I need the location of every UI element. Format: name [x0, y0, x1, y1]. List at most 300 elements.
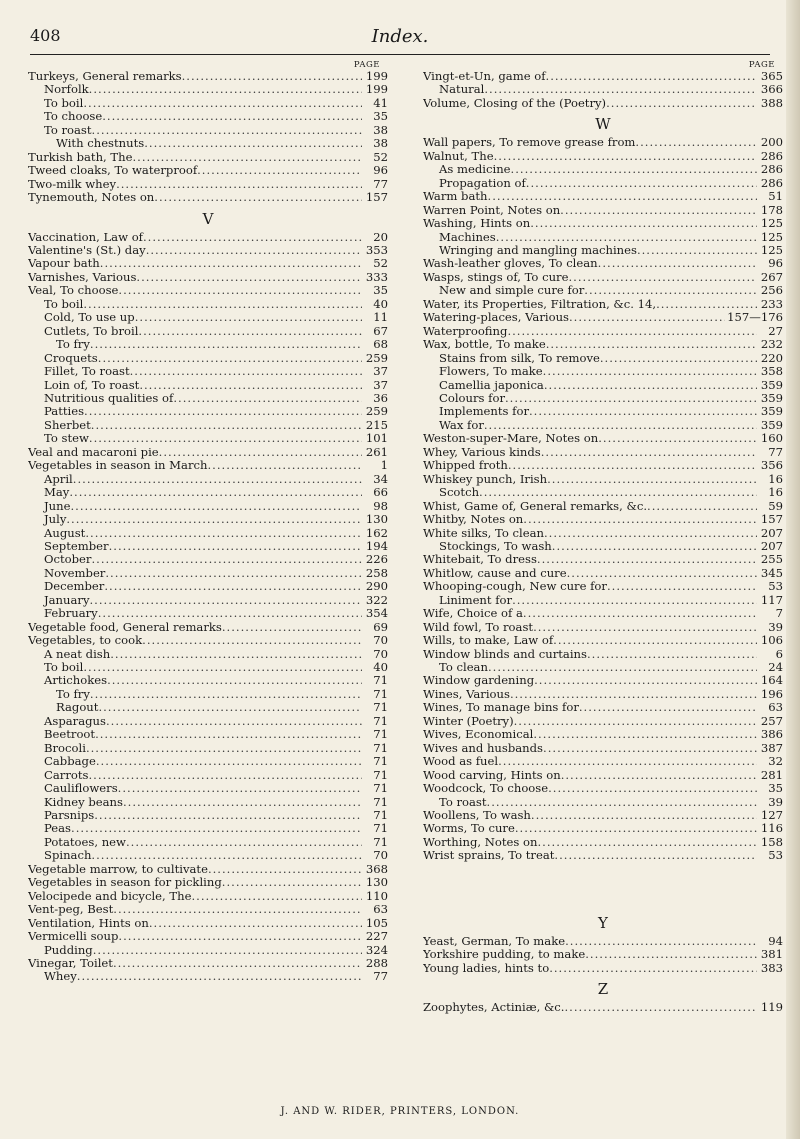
entry-page: 53: [768, 580, 783, 594]
leader-dots: [70, 500, 362, 513]
index-entry: [28, 769, 388, 782]
index-entry: [423, 962, 783, 975]
index-entry: [28, 459, 388, 472]
entry-title: Winter (Poetry): [423, 714, 514, 728]
leader-dots: [83, 298, 362, 311]
leader-dots: [154, 191, 362, 204]
entry-title: A neat dish: [44, 647, 111, 661]
index-entry: [28, 782, 388, 795]
index-column-left: [28, 60, 388, 984]
index-entry: [28, 930, 388, 943]
leader-dots: [523, 513, 757, 526]
leader-dots: [598, 432, 757, 445]
entry-page: 125: [760, 217, 783, 231]
index-entry: [423, 527, 783, 540]
entry-page: 215: [365, 418, 388, 432]
leader-dots: [553, 634, 757, 647]
entry-title: Turkish bath, The: [28, 150, 133, 164]
leader-dots: [487, 796, 757, 809]
entry-page: 51: [768, 190, 783, 204]
leader-dots: [533, 621, 757, 634]
index-entry: [423, 365, 783, 378]
entry-title: Whipped froth: [423, 459, 508, 473]
entry-title: Velocipede and bicycle, The: [28, 889, 192, 903]
index-entry: [423, 782, 783, 795]
entry-page: 383: [760, 961, 783, 975]
entry-title: Norfolk: [44, 83, 89, 97]
entry-title: Wills, to make, Law of: [423, 634, 554, 648]
entry-page: 101: [365, 432, 388, 446]
entry-title: Artichokes: [44, 674, 108, 688]
index-entry: [28, 178, 388, 191]
leader-dots: [149, 917, 362, 930]
entry-title: To stew: [44, 432, 89, 446]
index-entry: [423, 822, 783, 835]
entry-page: 353: [365, 243, 388, 257]
section-letter: Z: [597, 980, 609, 999]
entry-page: 71: [373, 822, 388, 836]
entry-title: Cauliflowers: [44, 782, 118, 796]
entry-title: Wives, Economical: [423, 728, 534, 742]
leader-dots: [515, 822, 757, 835]
entry-page: 267: [760, 270, 783, 284]
index-entry: [28, 634, 388, 647]
column-gap: [423, 863, 783, 909]
entry-title: Wasps, stings of, To cure: [423, 270, 569, 284]
entry-page: 227: [365, 930, 388, 944]
entry-page: 63: [373, 903, 388, 917]
leader-dots: [569, 311, 725, 324]
entry-title: Sherbet: [44, 418, 91, 432]
entry-page: 158: [760, 835, 783, 849]
entry-title: Worthing, Notes on: [423, 835, 538, 849]
entry-title: Wines, Various: [423, 687, 510, 701]
entry-page: 96: [373, 164, 388, 178]
leader-dots: [197, 164, 362, 177]
entry-page: 69: [373, 620, 388, 634]
leader-dots: [600, 352, 757, 365]
entry-title: Whitby, Notes on: [423, 513, 524, 527]
leader-dots: [547, 473, 757, 486]
running-head: Index.: [371, 26, 429, 47]
entry-title: Vingt-et-Un, game of: [423, 70, 546, 83]
entry-title: Stockings, To wash: [439, 539, 552, 553]
index-entry: [423, 379, 783, 392]
index-entry: [423, 405, 783, 418]
entry-title: Implements for: [439, 405, 529, 419]
entry-page: 68: [373, 338, 388, 352]
entry-page: 226: [365, 553, 388, 567]
index-entry: [423, 513, 783, 526]
entry-page: 261: [365, 445, 388, 459]
leader-dots: [544, 379, 757, 392]
index-entry: [28, 755, 388, 768]
entry-title: Cutlets, To broil: [44, 324, 139, 338]
index-entry: [28, 849, 388, 862]
entry-title: September: [44, 539, 109, 553]
index-entry: [423, 935, 783, 948]
entry-page: 71: [373, 674, 388, 688]
leader-dots: [86, 742, 362, 755]
entry-page: 345: [760, 566, 783, 580]
entry-title: Wood carving, Hints on: [423, 768, 561, 782]
page-column-label: PAGE: [748, 60, 775, 70]
leader-dots: [109, 540, 362, 553]
index-entry: [28, 540, 388, 553]
leader-dots: [91, 553, 362, 566]
entry-title: Whooping-cough, New cure for: [423, 580, 607, 594]
index-entry: [28, 257, 388, 270]
leader-dots: [552, 540, 757, 553]
entry-page: 41: [373, 96, 388, 110]
entry-page: 35: [768, 782, 783, 796]
entry-title: Ragout: [56, 701, 99, 715]
entry-title: Waterproofing: [423, 324, 508, 338]
index-entry: [423, 217, 783, 230]
leader-dots: [106, 715, 362, 728]
leader-dots: [118, 284, 362, 297]
leader-dots: [77, 970, 362, 983]
index-entry: [28, 661, 388, 674]
index-entry: [28, 446, 388, 459]
entry-page: 386: [760, 728, 783, 742]
entry-page: 365: [760, 70, 783, 83]
index-entry: [28, 688, 388, 701]
index-entry: [28, 836, 388, 849]
index-entry: [423, 688, 783, 701]
leader-dots: [89, 83, 362, 96]
leader-dots: [104, 580, 362, 593]
entry-page: 233: [760, 297, 783, 311]
leader-dots: [90, 688, 362, 701]
index-entry: [28, 473, 388, 486]
leader-dots: [598, 257, 757, 270]
index-entry: [423, 83, 783, 96]
index-entry: [28, 728, 388, 741]
entry-page: 39: [768, 795, 783, 809]
leader-dots: [146, 244, 362, 257]
entry-page: 16: [768, 486, 783, 500]
index-entry: [28, 271, 388, 284]
entry-page: 71: [373, 835, 388, 849]
entry-title: Croquets: [44, 351, 98, 365]
entry-page: 356: [760, 459, 783, 473]
entry-page: 358: [760, 365, 783, 379]
leader-dots: [529, 405, 757, 418]
leader-dots: [534, 674, 757, 687]
leader-dots: [144, 137, 362, 150]
entry-page: 290: [365, 580, 388, 594]
entry-title: Veal and macaroni pie: [28, 445, 159, 459]
leader-dots: [514, 715, 757, 728]
entry-page: 38: [373, 137, 388, 151]
entry-title: Cabbage: [44, 755, 96, 769]
leader-dots: [69, 486, 362, 499]
index-entry: [28, 432, 388, 445]
entry-title: Pudding: [44, 943, 93, 957]
index-entry: [423, 271, 783, 284]
entry-title: February: [44, 607, 98, 621]
leader-dots: [531, 809, 757, 822]
index-entry: [28, 715, 388, 728]
entry-title: Ventilation, Hints on: [28, 916, 149, 930]
leader-dots: [138, 325, 362, 338]
leader-dots: [561, 769, 757, 782]
index-entry: [28, 365, 388, 378]
entry-title: Vegetables in season in March: [28, 459, 208, 473]
entry-title: Liniment for: [439, 593, 513, 607]
index-entry: [423, 567, 783, 580]
entry-page: 324: [365, 943, 388, 957]
index-entry: [28, 419, 388, 432]
leader-dots: [83, 661, 362, 674]
entry-title: Scotch: [439, 486, 480, 500]
leader-dots: [537, 836, 757, 849]
leader-dots: [543, 742, 757, 755]
index-entry: [423, 419, 783, 432]
index-entry: [423, 540, 783, 553]
entry-page: 34: [373, 472, 388, 486]
leader-dots: [83, 97, 362, 110]
entry-page: 164: [760, 674, 783, 688]
index-entry: [28, 352, 388, 365]
entry-page: 52: [373, 257, 388, 271]
entry-title: Kidney beans: [44, 795, 123, 809]
entry-page: 77: [373, 177, 388, 191]
entry-title: White silks, To clean: [423, 526, 544, 540]
index-entry: [28, 244, 388, 257]
entry-title: Brocoli: [44, 741, 86, 755]
leader-dots: [118, 930, 362, 943]
index-entry: [423, 634, 783, 647]
leader-dots: [191, 890, 362, 903]
entry-page: 127: [760, 809, 783, 823]
index-entry: [423, 392, 783, 405]
entry-title: Weston-super-Mare, Notes on: [423, 432, 599, 446]
entry-page: 259: [365, 351, 388, 365]
index-entry: [28, 917, 388, 930]
entry-title: Whist, Game of, General remarks, &c.: [423, 499, 648, 513]
entry-page: 77: [768, 445, 783, 459]
entry-page: 196: [760, 687, 783, 701]
leader-dots: [544, 527, 757, 540]
entry-title: To boil: [44, 661, 84, 675]
index-entry: [28, 594, 388, 607]
entry-title: Yorkshire pudding, to make: [423, 948, 586, 962]
index-entry: [28, 338, 388, 351]
leader-dots: [92, 124, 362, 137]
entry-title: August: [44, 526, 86, 540]
index-entry: [28, 890, 388, 903]
entry-title: Carrots: [44, 768, 89, 782]
index-entry: [423, 486, 783, 499]
index-entry: [423, 809, 783, 822]
entry-page: 288: [365, 957, 388, 970]
entry-page: 71: [373, 728, 388, 742]
index-entry: [423, 500, 783, 513]
entry-page: 96: [768, 257, 783, 271]
index-entry: [423, 715, 783, 728]
leader-dots: [110, 648, 362, 661]
entry-title: Window blinds and curtains: [423, 647, 587, 661]
index-entry: [423, 163, 783, 176]
entry-title: Colours for: [439, 391, 505, 405]
index-entry: [423, 769, 783, 782]
entry-title: To boil: [44, 297, 84, 311]
entry-title: October: [44, 553, 92, 567]
entry-page: 259: [365, 405, 388, 419]
leader-dots: [98, 352, 362, 365]
leader-dots: [208, 863, 362, 876]
entry-page: 157—176: [727, 311, 783, 325]
index-entry: [28, 580, 388, 593]
index-entry: [423, 257, 783, 270]
entry-page: 94: [768, 934, 783, 948]
leader-dots: [537, 553, 757, 566]
entry-page: 207: [760, 526, 783, 540]
entry-page: 387: [760, 741, 783, 755]
entry-title: November: [44, 566, 106, 580]
index-entry: [423, 70, 783, 83]
index-entry: [28, 701, 388, 714]
leader-dots: [568, 271, 757, 284]
index-entry: [423, 136, 783, 149]
entry-title: To fry: [56, 338, 90, 352]
entry-page: 37: [373, 378, 388, 392]
index-entry: [423, 97, 783, 110]
index-entry: [28, 379, 388, 392]
entry-page: 105: [365, 916, 388, 930]
entry-page: 39: [768, 620, 783, 634]
entry-title: Volume, Closing of the (Poetry): [423, 96, 607, 110]
entry-page: 359: [760, 405, 783, 419]
index-entry: [423, 728, 783, 741]
index-entry: [28, 674, 388, 687]
index-entry: [423, 594, 783, 607]
entry-title: December: [44, 580, 105, 594]
entry-page: 71: [373, 809, 388, 823]
entry-page: 257: [760, 714, 783, 728]
leader-dots: [508, 459, 757, 472]
entry-title: Propagation of: [439, 176, 526, 190]
entry-page: 71: [373, 701, 388, 715]
entry-title: Wash-leather gloves, To clean: [423, 257, 598, 271]
index-entry: [423, 231, 783, 244]
entry-title: Beetroot: [44, 728, 96, 742]
entry-title: Washing, Hints on: [423, 217, 531, 231]
entry-title: Vegetable marrow, to cultivate: [28, 862, 208, 876]
index-entry: [423, 204, 783, 217]
index-entry: [28, 648, 388, 661]
index-entry: [28, 83, 388, 96]
entry-page: 322: [365, 593, 388, 607]
index-entry: [423, 580, 783, 593]
leader-dots: [484, 83, 757, 96]
index-entry: [423, 298, 783, 311]
entry-page: 53: [768, 849, 783, 863]
entry-title: Whey, Various kinds: [423, 445, 541, 459]
entry-title: Wrist sprains, To treat: [423, 849, 555, 863]
leader-dots: [488, 661, 757, 674]
index-entry: [423, 553, 783, 566]
leader-dots: [132, 151, 362, 164]
leader-dots: [116, 178, 362, 191]
leader-dots: [512, 594, 757, 607]
index-entry: [423, 325, 783, 338]
index-entry: [423, 150, 783, 163]
leader-dots: [498, 755, 757, 768]
entry-page: 59: [768, 499, 783, 513]
entry-title: Walnut, The: [423, 149, 494, 163]
entry-page: 286: [760, 176, 783, 190]
entry-page: 366: [760, 83, 783, 97]
index-entry: [28, 822, 388, 835]
entry-title: Warm bath: [423, 190, 488, 204]
index-entry: [28, 796, 388, 809]
leader-dots: [71, 822, 362, 835]
leader-dots: [107, 674, 362, 687]
entry-page: 20: [373, 230, 388, 244]
index-entry: [423, 701, 783, 714]
entry-page: 207: [760, 539, 783, 553]
leader-dots: [560, 204, 757, 217]
index-entry: [28, 553, 388, 566]
entry-page: 106: [760, 634, 783, 648]
leader-dots: [505, 392, 757, 405]
index-entry: [28, 124, 388, 137]
printer-imprint: J. AND W. RIDER, PRINTERS, LONDON.: [280, 1106, 520, 1117]
entry-title: Wax, bottle, To make: [423, 338, 546, 352]
entry-page: 110: [365, 889, 388, 903]
entry-page: 381: [760, 948, 783, 962]
page-header: [30, 24, 770, 54]
entry-page: 24: [768, 661, 783, 675]
leader-dots: [511, 163, 757, 176]
leader-dots: [98, 701, 362, 714]
entry-title: Wife, Choice of a: [423, 607, 523, 621]
entry-title: Watering-places, Various: [423, 311, 569, 325]
entry-page: 130: [365, 513, 388, 527]
index-entry: [28, 392, 388, 405]
index-entry: [28, 903, 388, 916]
entry-page: 258: [365, 566, 388, 580]
entry-page: 6: [775, 647, 783, 661]
index-entry: [423, 796, 783, 809]
leader-dots: [479, 486, 757, 499]
entry-page: 125: [760, 243, 783, 257]
leader-dots: [533, 728, 757, 741]
entry-page: 162: [365, 526, 388, 540]
index-entry: [423, 621, 783, 634]
entry-page: 70: [373, 634, 388, 648]
leader-dots: [139, 379, 362, 392]
entry-page: 220: [760, 351, 783, 365]
index-entry: [28, 513, 388, 526]
entry-title: Stains from silk, To remove: [439, 351, 600, 365]
entry-page: 281: [760, 768, 783, 782]
entry-page: 67: [373, 324, 388, 338]
entry-title: Young ladies, hints to: [423, 961, 550, 975]
leader-dots: [84, 405, 362, 418]
entry-page: 70: [373, 849, 388, 863]
leader-dots: [606, 97, 757, 110]
leader-dots: [635, 136, 757, 149]
index-entry: [423, 459, 783, 472]
index-entry: [423, 742, 783, 755]
leader-dots: [173, 392, 362, 405]
leader-dots: [494, 150, 757, 163]
entry-title: July: [44, 513, 67, 527]
